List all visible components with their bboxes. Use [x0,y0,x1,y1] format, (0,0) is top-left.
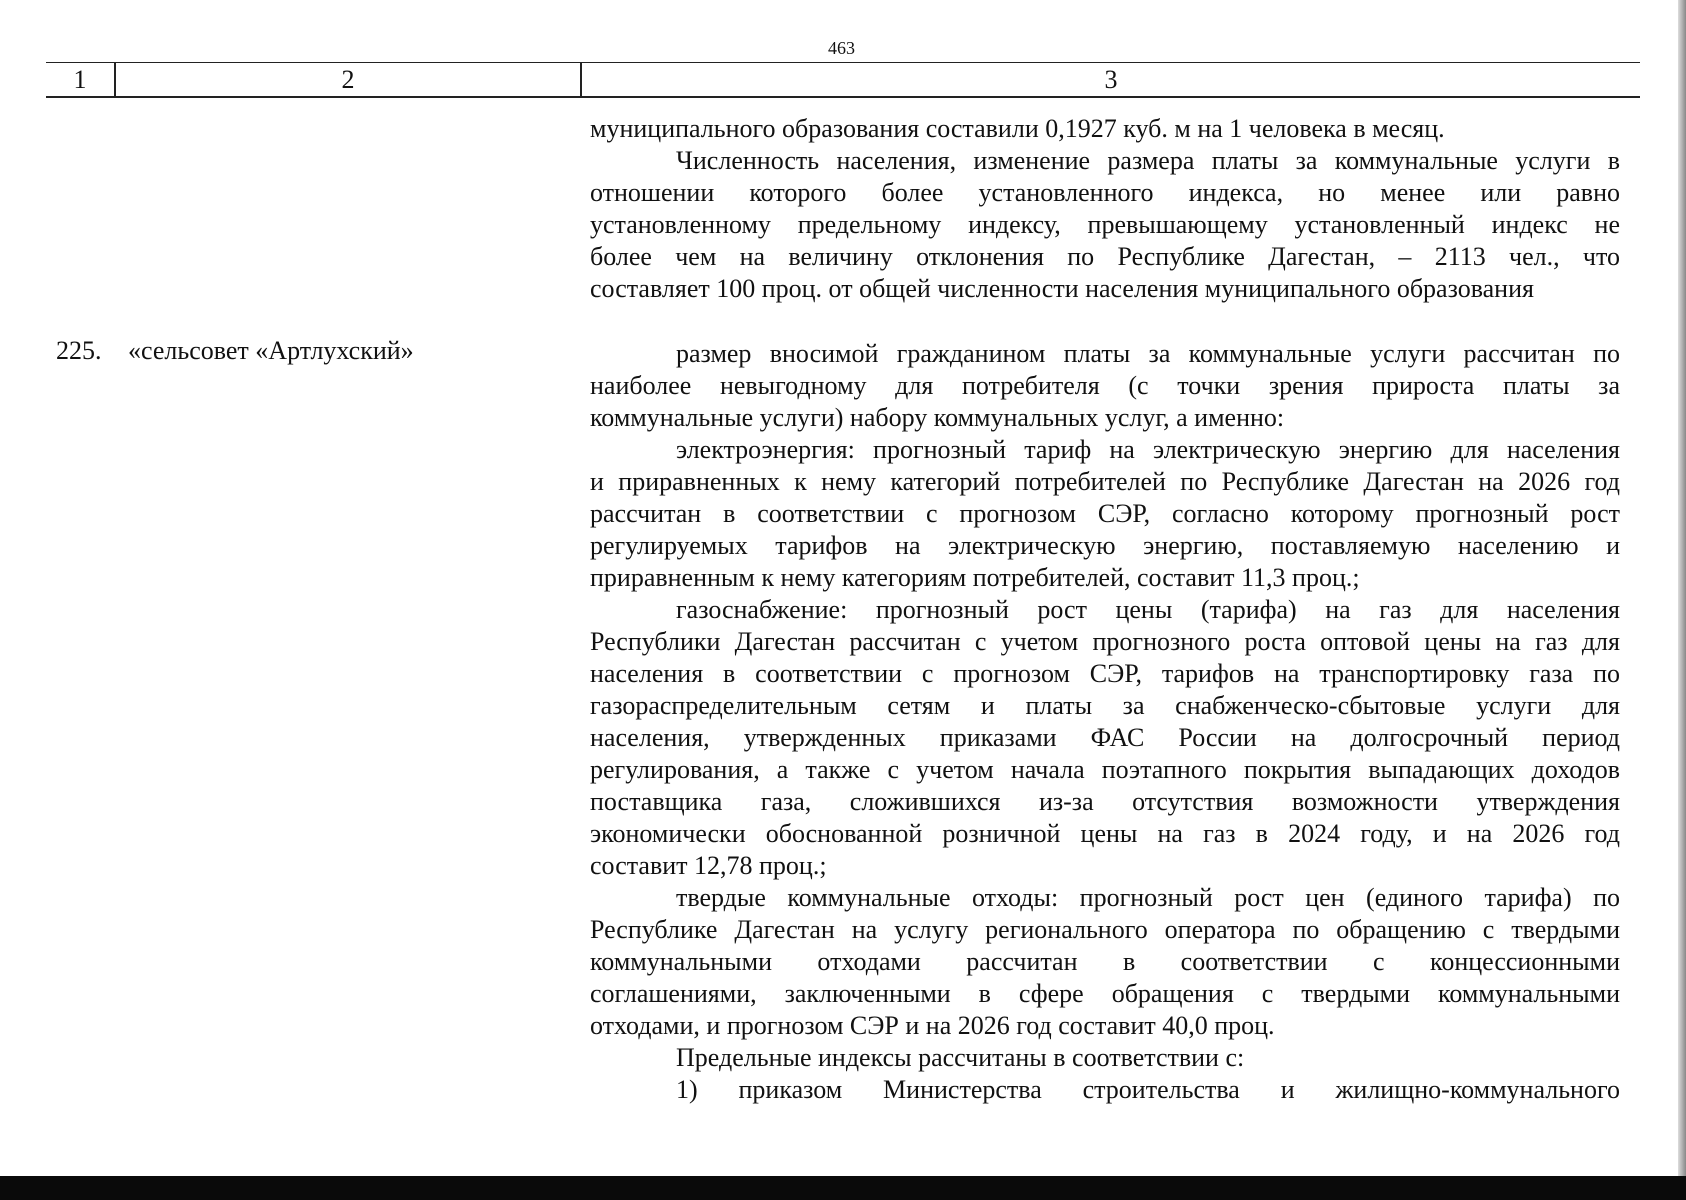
text-line: составит 12,78 проц.; [590,851,827,880]
text-line: и приравненных к нему категорий потребителей по Республике Дагестан на 2026 год [590,467,1620,496]
text-line: приравненным к нему категориям потребителей, составит 11,3 проц.; [590,563,1360,592]
text-line: коммунальными отходами рассчитан в соответствии с концессионными [590,947,1620,976]
text-line: более чем на величину отклонения по Республике Дагестан, – 2113 чел., что [590,242,1620,271]
text-line: рассчитан в соответствии с прогнозом СЭР, согласно которому прогнозный рост [590,499,1620,528]
text-line: Численность населения, изменение размера платы за коммунальные услуги в [676,146,1620,175]
text-line: отходами, и прогнозом СЭР и на 2026 год составит 40,0 проц. [590,1011,1275,1040]
text-line: поставщика газа, сложившихся из-за отсутствия возможности утверждения [590,787,1620,816]
row-municipality-name: «сельсовет «Артлухский» [128,336,414,365]
header-top-rule [46,62,1640,63]
text-line: коммунальные услуги) набору коммунальных услуг, а именно: [590,403,1285,432]
text-line: Республики Дагестан рассчитан с учетом прогнозного роста оптовой цены на газ для [590,627,1620,656]
text-line: электроэнергия: прогнозный тариф на электрическую энергию для населения [676,435,1620,464]
text-line: регулирования, а также с учетом начала поэтапного покрытия выпадающих доходов [590,755,1620,784]
text-line: Республике Дагестан на услугу регионального оператора по обращению с твердыми [590,915,1620,944]
scan-edge-shadow [1678,0,1686,1200]
column-header-2: 2 [341,65,355,94]
column-header-3: 3 [1104,65,1118,94]
text-line: газоснабжение: прогнозный рост цены (тарифа) на газ для населения [676,595,1620,624]
text-line: наиболее невыгодному для потребителя (с точки зрения прироста платы за [590,371,1620,400]
scan-bottom-band [0,1176,1686,1200]
previous-row-text [590,113,1620,305]
text-line: населения в соответствии с прогнозом СЭР, тарифов на транспортировку газа по [590,659,1620,688]
text-line: газораспределительным сетям и платы за снабженческо-сбытовые услуги для [590,691,1620,720]
text-line: муниципального образования составили 0,1927 куб. м на 1 человека в месяц. [590,114,1445,143]
text-line: населения, утвержденных приказами ФАС России на долгосрочный период [590,723,1620,752]
text-line: экономически обоснованной розничной цены на газ в 2024 году, и на 2026 год [590,819,1620,848]
column-header-1: 1 [73,65,87,94]
header-bottom-rule [46,96,1640,98]
row-225-text [590,338,1620,1106]
text-line: твердые коммунальные отходы: прогнозный рост цен (единого тарифа) по [676,883,1620,912]
text-line: отношении которого более установленного индекса, но менее или равно [590,178,1620,207]
text-line: установленному предельному индексу, превышающему установленный индекс не [590,210,1620,239]
text-line: регулируемых тарифов на электрическую энергию, поставляемую населению и [590,531,1620,560]
text-line: Предельные индексы рассчитаны в соответствии с: [676,1043,1245,1072]
text-line: составляет 100 проц. от общей численности населения муниципального образования [590,274,1534,303]
row-number: 225. [56,336,102,365]
page-number: 463 [828,38,855,58]
text-line: размер вносимой гражданином платы за коммунальные услуги рассчитан по [676,339,1620,368]
text-line: соглашениями, заключенными в сфере обращения с твердыми коммунальными [590,979,1620,1008]
text-line: 1) приказом Министерства строительства и жилищно-коммунального [676,1075,1620,1104]
